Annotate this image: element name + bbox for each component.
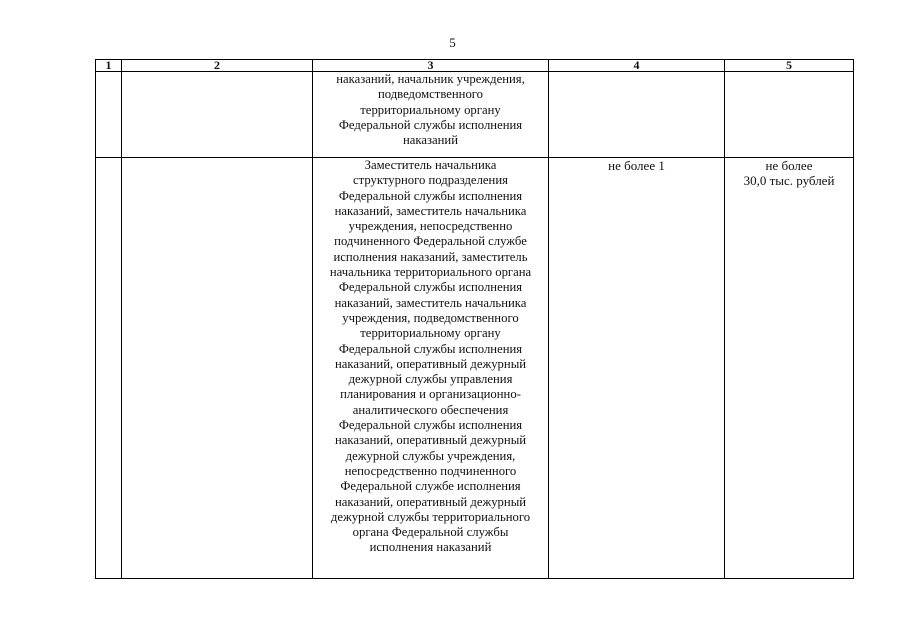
cell-text-line: органа Федеральной службы — [352, 525, 509, 540]
header-cell-2: 2 — [122, 60, 313, 72]
row-2-col-5 — [725, 158, 854, 579]
cell-text-line: подчиненного Федеральной службе — [334, 234, 527, 249]
row-2-col-5-text — [725, 158, 853, 189]
cell-text-line: наказаний, оперативный дежурный — [334, 494, 527, 509]
cell-text-line: наказаний, оперативный дежурный — [334, 433, 527, 448]
row-2-col-4-text: не более 1 — [608, 158, 665, 173]
cell-text-line: исполнения наказаний — [369, 540, 492, 555]
cell-text-line: Федеральной службы исполнения — [338, 188, 523, 203]
cell-text-line: территориальному органу — [360, 326, 501, 341]
header-cell-4: 4 — [549, 60, 725, 72]
cell-text-line: наказаний, начальник учреждения, — [336, 72, 525, 86]
cell-text-line: наказаний — [402, 133, 459, 148]
cell-text-line: аналитического обеспечения — [352, 402, 509, 417]
cell-text-line: территориальному органу — [360, 102, 501, 117]
row-1-col-1 — [96, 72, 122, 158]
table-row — [96, 72, 854, 158]
cell-text-line: подведомственного — [377, 87, 484, 102]
row-2-col-3-text — [313, 158, 548, 556]
row-1-col-3 — [313, 72, 549, 158]
cell-text-line: не более — [765, 158, 813, 173]
page-number: 5 — [449, 35, 456, 50]
row-2-col-1 — [96, 158, 122, 579]
cell-text-line: наказаний, заместитель начальника — [334, 295, 527, 310]
cell-text-line: Федеральной службы исполнения — [338, 341, 523, 356]
row-1-col-5 — [725, 72, 854, 158]
row-1-col-3-text — [313, 72, 548, 148]
cell-text-line: дежурной службы учреждения, — [345, 448, 516, 463]
header-cell-3: 3 — [313, 60, 549, 72]
cell-text-line: начальника территориального органа — [329, 265, 532, 280]
cell-text-line: планирования и организационно- — [340, 387, 521, 402]
cell-text-line: наказаний, заместитель начальника — [334, 203, 527, 218]
cell-text-line: учреждения, подведомственного — [342, 310, 519, 325]
table-row — [96, 158, 854, 579]
cell-text-line: Заместитель начальника — [364, 158, 497, 172]
cell-text-line: учреждения, непосредственно — [348, 219, 513, 234]
cell-text-line: непосредственно подчиненного — [344, 463, 517, 478]
row-2-col-4 — [549, 158, 725, 579]
cell-text-line: структурного подразделения — [353, 173, 508, 188]
header-cell-5: 5 — [725, 60, 854, 72]
cell-text-line: исполнения наказаний, заместитель — [333, 249, 528, 264]
cell-text-line: Федеральной службы исполнения — [338, 117, 523, 132]
header-row — [96, 60, 854, 72]
cell-text-line: наказаний, оперативный дежурный — [334, 356, 527, 371]
document-table — [95, 59, 854, 579]
row-2-col-3 — [313, 158, 549, 579]
cell-text-line: Федеральной службе исполнения — [340, 479, 521, 494]
cell-text-line: Федеральной службы исполнения — [338, 280, 523, 295]
row-2-col-2 — [122, 158, 313, 579]
cell-text-line: 30,0 тыс. рублей — [743, 173, 835, 189]
row-1-col-2 — [122, 72, 313, 158]
cell-text-line: дежурной службы управления — [348, 372, 513, 387]
cell-text-line: Федеральной службы исполнения — [338, 418, 523, 433]
row-1-col-4 — [549, 72, 725, 158]
cell-text-line: дежурной службы территориального — [330, 509, 531, 524]
header-cell-1: 1 — [96, 60, 122, 72]
